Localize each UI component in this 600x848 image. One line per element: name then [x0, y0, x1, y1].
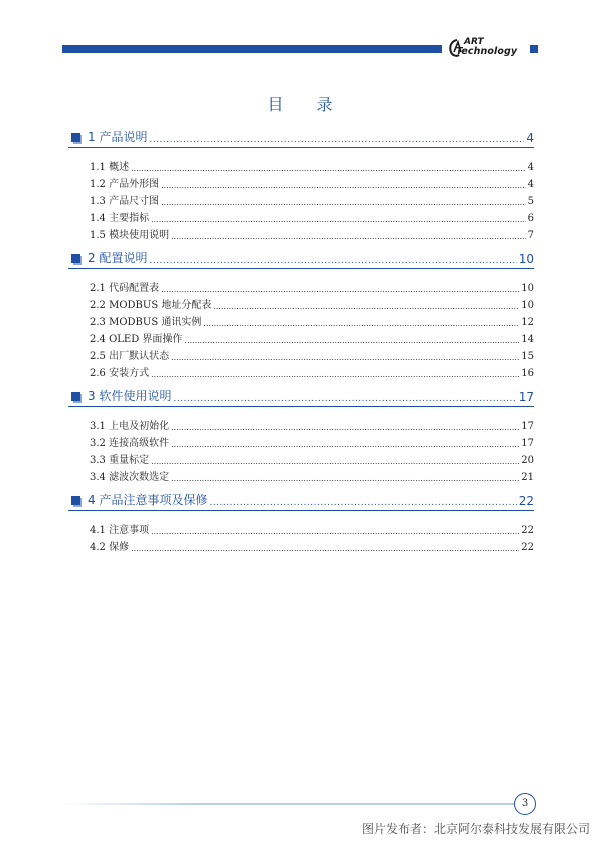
- header-bar-end: [530, 45, 538, 53]
- dot-leader: [184, 336, 519, 345]
- toc-section[interactable]: [90, 519, 534, 536]
- dot-leader: [151, 370, 519, 379]
- dot-leader: [171, 474, 519, 483]
- dot-leader: [151, 215, 526, 224]
- section-page: 22: [521, 525, 534, 536]
- page-number: 3: [514, 793, 536, 815]
- toc-chapter-1[interactable]: [68, 127, 534, 148]
- section-title: 3.2 连接高级软件: [90, 438, 170, 449]
- chapter-title: 2 配置说明: [88, 251, 148, 265]
- toc-chapter-3[interactable]: [68, 386, 534, 407]
- dot-leader: [149, 256, 516, 266]
- section-page: 14: [521, 334, 534, 345]
- bullet-square-icon: [71, 392, 80, 401]
- toc-section[interactable]: [90, 190, 534, 207]
- section-title: 3.1 上电及初始化: [90, 421, 170, 432]
- section-page: 5: [527, 196, 534, 207]
- chapter-title: 3 软件使用说明: [88, 389, 172, 403]
- chapter-page: 4: [526, 131, 534, 145]
- section-title: 1.1 概述: [90, 162, 130, 173]
- table-of-contents: [68, 123, 534, 560]
- section-page: 15: [521, 351, 534, 362]
- toc-chapter-group: [68, 127, 534, 241]
- logo-text-technology: Technology: [456, 46, 518, 57]
- dot-leader: [173, 394, 516, 404]
- toc-section[interactable]: [90, 207, 534, 224]
- dot-leader: [203, 319, 519, 328]
- toc-chapter-2[interactable]: [68, 248, 534, 269]
- dot-leader: [209, 498, 516, 508]
- company-logo: [448, 36, 530, 60]
- section-title: 4.1 注意事项: [90, 525, 150, 536]
- dot-leader: [171, 440, 519, 449]
- toc-chapter-group: [68, 248, 534, 379]
- toc-section[interactable]: [90, 224, 534, 241]
- chapter-page: 10: [518, 252, 534, 266]
- section-page: 6: [527, 213, 534, 224]
- toc-chapter-group: [68, 386, 534, 483]
- dot-leader: [161, 285, 519, 294]
- section-title: 2.2 MODBUS 地址分配表: [90, 300, 212, 311]
- section-page: 17: [521, 421, 534, 432]
- toc-section[interactable]: [90, 466, 534, 483]
- dot-leader: [151, 527, 519, 536]
- section-title: 1.5 模块使用说明: [90, 230, 170, 241]
- toc-section[interactable]: [90, 294, 534, 311]
- section-page: 10: [521, 300, 534, 311]
- chapter-title: 1 产品说明: [88, 130, 148, 144]
- dot-leader: [171, 353, 519, 362]
- section-title: 2.1 代码配置表: [90, 283, 160, 294]
- logo-text-art: ART: [464, 37, 484, 47]
- bullet-square-icon: [71, 133, 80, 142]
- toc-section[interactable]: [90, 311, 534, 328]
- dot-leader: [131, 164, 526, 173]
- dot-leader: [171, 232, 526, 241]
- section-page: 4: [527, 179, 534, 190]
- toc-chapter-4[interactable]: [68, 490, 534, 511]
- dot-leader: [131, 544, 519, 553]
- chapter-title: 4 产品注意事项及保修: [88, 493, 208, 507]
- dot-leader: [161, 198, 526, 207]
- section-page: 17: [521, 438, 534, 449]
- publisher-watermark: 图片发布者：北京阿尔泰科技发展有限公司: [361, 822, 590, 836]
- dot-leader: [151, 457, 519, 466]
- toc-section[interactable]: [90, 415, 534, 432]
- toc-section[interactable]: [90, 362, 534, 379]
- section-title: 1.4 主要指标: [90, 213, 150, 224]
- toc-section[interactable]: [90, 432, 534, 449]
- section-title: 2.4 OLED 界面操作: [90, 334, 183, 345]
- footer-line: [62, 803, 514, 805]
- toc-chapter-group: [68, 490, 534, 553]
- section-page: 4: [527, 162, 534, 173]
- dot-leader: [161, 181, 526, 190]
- chapter-page: 22: [518, 494, 534, 508]
- section-title: 1.2 产品外形图: [90, 179, 160, 190]
- toc-section[interactable]: [90, 328, 534, 345]
- section-title: 2.3 MODBUS 通讯实例: [90, 317, 202, 328]
- toc-section[interactable]: [90, 449, 534, 466]
- section-title: 2.5 出厂默认状态: [90, 351, 170, 362]
- toc-section[interactable]: [90, 173, 534, 190]
- toc-section[interactable]: [90, 277, 534, 294]
- section-page: 7: [527, 230, 534, 241]
- section-title: 2.6 安装方式: [90, 368, 150, 379]
- section-title: 4.2 保修: [90, 542, 130, 553]
- chapter-page: 17: [518, 390, 534, 404]
- bullet-square-icon: [71, 496, 80, 505]
- bullet-square-icon: [71, 254, 80, 263]
- section-page: 21: [521, 472, 534, 483]
- section-page: 20: [521, 455, 534, 466]
- section-page: 22: [521, 542, 534, 553]
- dot-leader: [149, 135, 524, 145]
- section-title: 3.3 重量标定: [90, 455, 150, 466]
- toc-section[interactable]: [90, 345, 534, 362]
- dot-leader: [171, 423, 519, 432]
- section-page: 12: [521, 317, 534, 328]
- dot-leader: [213, 302, 519, 311]
- toc-section[interactable]: [90, 156, 534, 173]
- section-title: 3.4 滤波次数选定: [90, 472, 170, 483]
- section-page: 16: [521, 368, 534, 379]
- toc-title: 目 录: [267, 95, 347, 114]
- section-page: 10: [521, 283, 534, 294]
- toc-section[interactable]: [90, 536, 534, 553]
- section-title: 1.3 产品尺寸图: [90, 196, 160, 207]
- header-bar: [62, 45, 442, 53]
